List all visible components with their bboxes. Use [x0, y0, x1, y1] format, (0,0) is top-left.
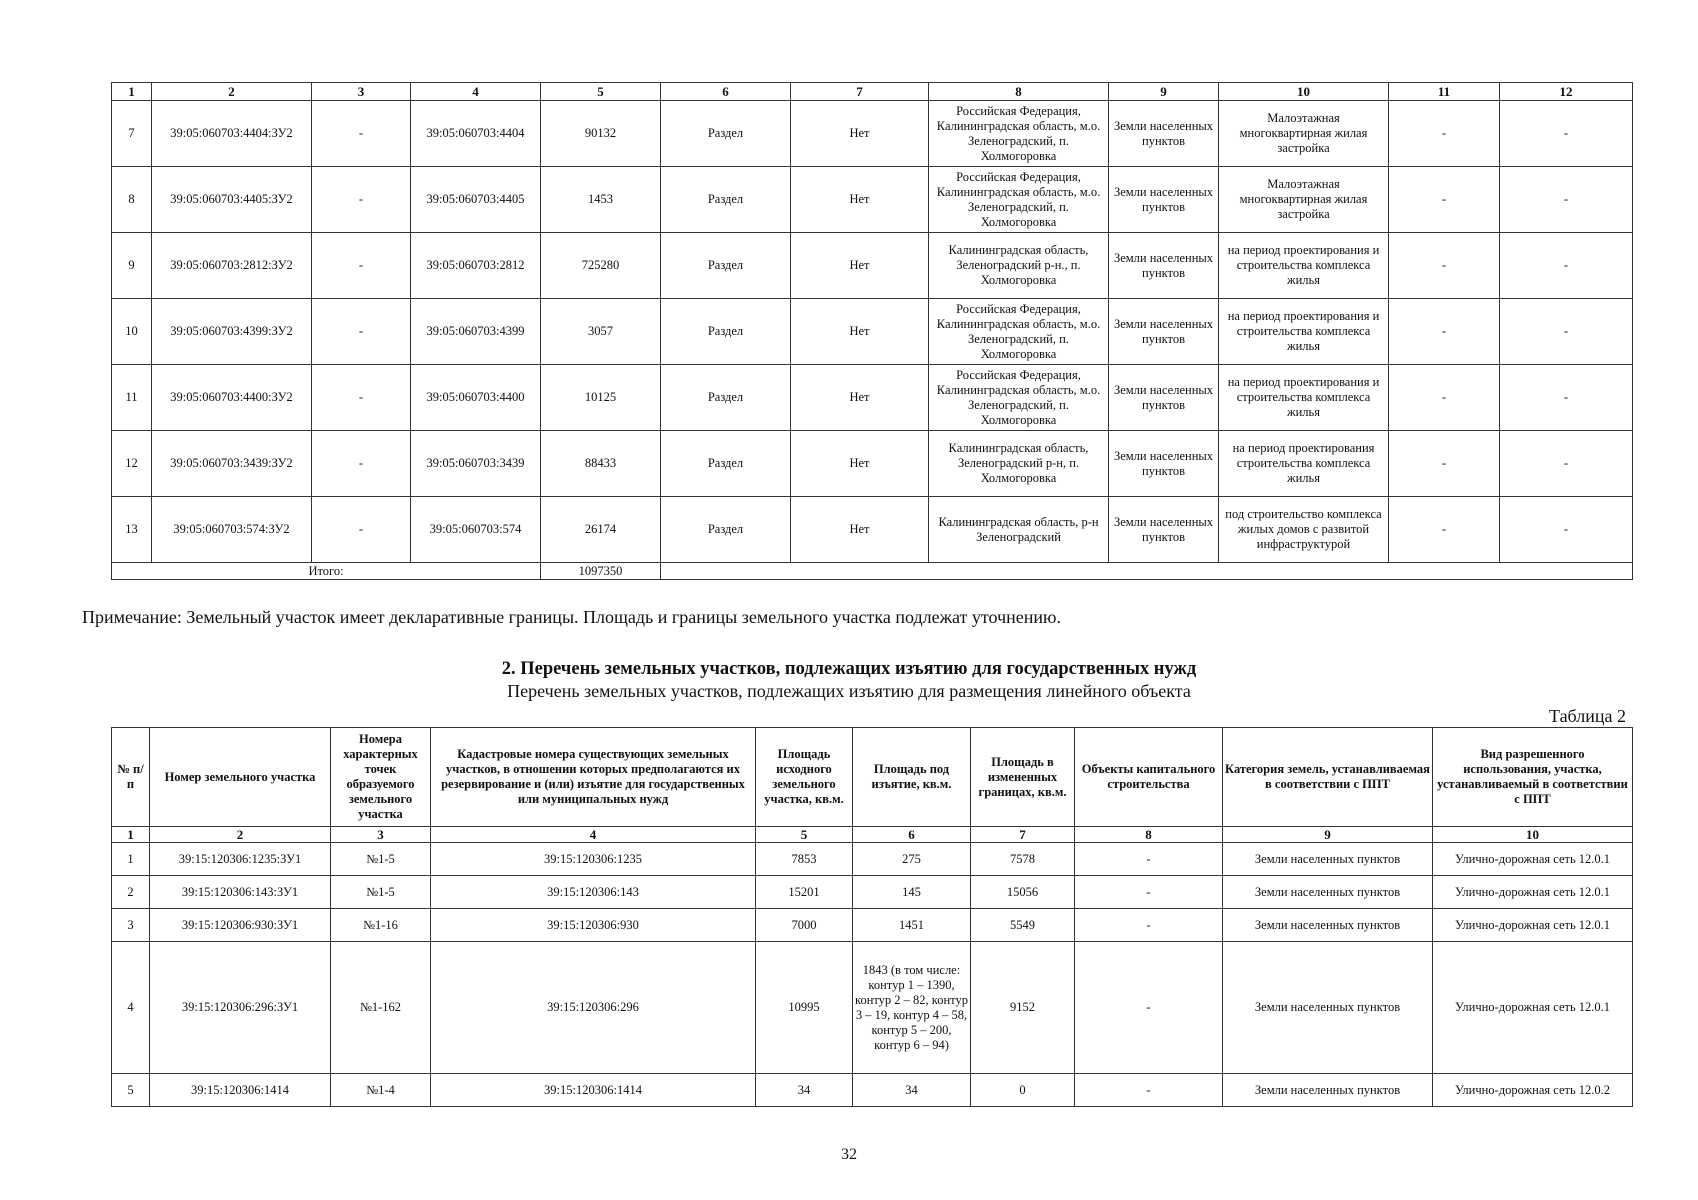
- column-number: 10: [1433, 827, 1633, 843]
- table-cell-use: Малоэтажная многоквартирная жилая застройка: [1219, 101, 1389, 167]
- table-cell-plot: 39:15:120306:930:ЗУ1: [150, 909, 331, 942]
- column-header: Кадастровые номера существующих земельных участков, в отношении которых предполагаются их резервирование и (или) изъятие для государственных или муниципальных нужд: [431, 728, 756, 827]
- table-cell-addr: Российская Федерация, Калининградская область, м.о. Зеленоградский, п. Холмогоровка: [929, 299, 1109, 365]
- table-cell-c12: -: [1500, 167, 1633, 233]
- table-cell-use: на период проектирования и строительства комплекса жилья: [1219, 233, 1389, 299]
- table-cell-plot: 39:15:120306:1414: [150, 1074, 331, 1107]
- table-cell-rest: 15056: [971, 876, 1075, 909]
- column-number: 6: [661, 83, 791, 101]
- table-cell-src: 7000: [756, 909, 853, 942]
- table-cell-pts: №1-5: [331, 843, 431, 876]
- table-cell-cad: 39:15:120306:930: [431, 909, 756, 942]
- table-cell-use: на период проектирования строительства комплекса жилья: [1219, 431, 1389, 497]
- table-cell-c3: -: [312, 365, 411, 431]
- table-cell-plot: 39:05:060703:4400:ЗУ2: [152, 365, 312, 431]
- table-cell-take: 1451: [853, 909, 971, 942]
- table-cell-cad: 39:15:120306:296: [431, 942, 756, 1074]
- column-header: Номер земельного участка: [150, 728, 331, 827]
- table-cell-src: 7853: [756, 843, 853, 876]
- table-cell-cad: 39:05:060703:4405: [411, 167, 541, 233]
- table-cell-cad: 39:05:060703:2812: [411, 233, 541, 299]
- column-number: 5: [756, 827, 853, 843]
- table-cell-cad: 39:15:120306:1235: [431, 843, 756, 876]
- table-row: [112, 942, 1633, 1074]
- table-cell-addr: Российская Федерация, Калининградская область, м.о. Зеленоградский, п. Холмогоровка: [929, 167, 1109, 233]
- land-plots-table-2: [111, 727, 1633, 1107]
- table-cell-obj: -: [1075, 843, 1223, 876]
- table-cell-n: 5: [112, 1074, 150, 1107]
- total-label: Итого:: [112, 563, 541, 580]
- column-number: 6: [853, 827, 971, 843]
- table-cell-cat: Земли населенных пунктов: [1223, 1074, 1433, 1107]
- table-cell-area: 3057: [541, 299, 661, 365]
- table-cell-c12: -: [1500, 233, 1633, 299]
- table-cell-use: Улично-дорожная сеть 12.0.1: [1433, 909, 1633, 942]
- column-number: 1: [112, 827, 150, 843]
- table-cell-c7: Нет: [791, 431, 929, 497]
- total-row: [112, 563, 1633, 580]
- table-cell-c3: -: [312, 431, 411, 497]
- table2-header-row: [112, 728, 1633, 827]
- table-cell-use: Малоэтажная многоквартирная жилая застройка: [1219, 167, 1389, 233]
- table-cell-addr: Калининградская область, Зеленоградский р-н., п. Холмогоровка: [929, 233, 1109, 299]
- section-subtitle: Перечень земельных участков, подлежащих изъятию для размещения линейного объекта: [507, 681, 1191, 701]
- table-cell-cat: Земли населенных пунктов: [1109, 497, 1219, 563]
- column-header: Объекты капитального строительства: [1075, 728, 1223, 827]
- table-cell-cat: Земли населенных пунктов: [1109, 431, 1219, 497]
- table-cell-rest: 9152: [971, 942, 1075, 1074]
- table-cell-c11: -: [1389, 497, 1500, 563]
- table-cell-cad: 39:05:060703:574: [411, 497, 541, 563]
- table-cell-use: Улично-дорожная сеть 12.0.1: [1433, 876, 1633, 909]
- table-cell-cat: Земли населенных пунктов: [1223, 843, 1433, 876]
- table-cell-c12: -: [1500, 365, 1633, 431]
- table-cell-plot: 39:15:120306:143:ЗУ1: [150, 876, 331, 909]
- table-cell-cat: Земли населенных пунктов: [1223, 876, 1433, 909]
- table-cell-c11: -: [1389, 167, 1500, 233]
- table-cell-use: Улично-дорожная сеть 12.0.1: [1433, 942, 1633, 1074]
- column-number: 4: [431, 827, 756, 843]
- table-cell-area: 1453: [541, 167, 661, 233]
- table-cell-use: Улично-дорожная сеть 12.0.2: [1433, 1074, 1633, 1107]
- table-cell-cat: Земли населенных пунктов: [1109, 299, 1219, 365]
- table-row: [112, 843, 1633, 876]
- table-cell-plot: 39:05:060703:574:ЗУ2: [152, 497, 312, 563]
- table-cell-area: 90132: [541, 101, 661, 167]
- table-cell-c12: -: [1500, 497, 1633, 563]
- table-cell-n: 10: [112, 299, 152, 365]
- table-cell-use: на период проектирования и строительства комплекса жилья: [1219, 299, 1389, 365]
- table-cell-n: 13: [112, 497, 152, 563]
- column-number: 1: [112, 83, 152, 101]
- table-cell-c7: Нет: [791, 365, 929, 431]
- table-cell-c3: -: [312, 497, 411, 563]
- table-cell-n: 9: [112, 233, 152, 299]
- table-cell-cat: Земли населенных пунктов: [1109, 233, 1219, 299]
- table-cell-src: 10995: [756, 942, 853, 1074]
- table-cell-take: 145: [853, 876, 971, 909]
- table-cell-op: Раздел: [661, 497, 791, 563]
- table-cell-n: 1: [112, 843, 150, 876]
- table-cell-c3: -: [312, 233, 411, 299]
- table-cell-pts: №1-16: [331, 909, 431, 942]
- column-number: 4: [411, 83, 541, 101]
- table-cell-n: 3: [112, 909, 150, 942]
- table-cell-area: 10125: [541, 365, 661, 431]
- table-cell-cat: Земли населенных пунктов: [1109, 101, 1219, 167]
- table-cell-c3: -: [312, 167, 411, 233]
- table-cell-use: на период проектирования и строительства комплекса жилья: [1219, 365, 1389, 431]
- table-cell-plot: 39:05:060703:4405:ЗУ2: [152, 167, 312, 233]
- table-row: [112, 431, 1633, 497]
- table-cell-cat: Земли населенных пунктов: [1223, 909, 1433, 942]
- table-cell-c7: Нет: [791, 101, 929, 167]
- table-cell-plot: 39:15:120306:1235:ЗУ1: [150, 843, 331, 876]
- table-cell-area: 725280: [541, 233, 661, 299]
- table-cell-cad: 39:15:120306:143: [431, 876, 756, 909]
- table-cell-rest: 0: [971, 1074, 1075, 1107]
- table-cell-n: 11: [112, 365, 152, 431]
- table-cell-plot: 39:15:120306:296:ЗУ1: [150, 942, 331, 1074]
- column-header: Номера характерных точек образуемого земельного участка: [331, 728, 431, 827]
- page-number: 32: [841, 1146, 857, 1163]
- table-row: [112, 876, 1633, 909]
- table-cell-plot: 39:05:060703:4399:ЗУ2: [152, 299, 312, 365]
- table1-column-numbers: [112, 83, 1633, 101]
- table-row: [112, 101, 1633, 167]
- table-cell-op: Раздел: [661, 233, 791, 299]
- table-cell-use: Улично-дорожная сеть 12.0.1: [1433, 843, 1633, 876]
- table-cell-c7: Нет: [791, 167, 929, 233]
- table-cell-addr: Российская Федерация, Калининградская область, м.о. Зеленоградский, п. Холмогоровка: [929, 101, 1109, 167]
- land-plots-table-1: [111, 82, 1633, 580]
- table-cell-n: 7: [112, 101, 152, 167]
- column-number: 5: [541, 83, 661, 101]
- table-row: [112, 167, 1633, 233]
- table-cell-rest: 7578: [971, 843, 1075, 876]
- table-cell-cat: Земли населенных пунктов: [1223, 942, 1433, 1074]
- table-cell-c3: -: [312, 101, 411, 167]
- table-cell-c12: -: [1500, 101, 1633, 167]
- table-cell-op: Раздел: [661, 431, 791, 497]
- table-row: [112, 497, 1633, 563]
- table2-column-numbers: [112, 827, 1633, 843]
- column-header: № п/п: [112, 728, 150, 827]
- column-number: 7: [971, 827, 1075, 843]
- table-cell-take: 1843 (в том числе: контур 1 – 1390, контур 2 – 82, контур 3 – 19, контур 4 – 58, контур 5 – 200, контур 6 – 94): [853, 942, 971, 1074]
- column-number: 7: [791, 83, 929, 101]
- table-cell-n: 2: [112, 876, 150, 909]
- table-cell-c11: -: [1389, 431, 1500, 497]
- table-cell-op: Раздел: [661, 167, 791, 233]
- table-cell-c11: -: [1389, 299, 1500, 365]
- table-cell-cad: 39:15:120306:1414: [431, 1074, 756, 1107]
- table-cell-c12: -: [1500, 299, 1633, 365]
- table-row: [112, 233, 1633, 299]
- table-cell-area: 26174: [541, 497, 661, 563]
- note-text: Примечание: Земельный участок имеет декларативные границы. Площадь и границы земельного участка подлежат уточнению.: [82, 607, 1061, 627]
- table-cell-take: 34: [853, 1074, 971, 1107]
- table-label: Таблица 2: [1549, 706, 1626, 726]
- table-cell-addr: Калининградская область, р-н Зеленоградский: [929, 497, 1109, 563]
- column-number: 3: [312, 83, 411, 101]
- table-cell-obj: -: [1075, 909, 1223, 942]
- table-cell-cad: 39:05:060703:4400: [411, 365, 541, 431]
- section-title: 2. Перечень земельных участков, подлежащих изъятию для государственных нужд: [501, 659, 1197, 679]
- table-cell-src: 15201: [756, 876, 853, 909]
- table-cell-cad: 39:05:060703:4399: [411, 299, 541, 365]
- column-header: Площадь исходного земельного участка, кв.м.: [756, 728, 853, 827]
- table-cell-area: 88433: [541, 431, 661, 497]
- table-cell-cad: 39:05:060703:4404: [411, 101, 541, 167]
- table-cell-obj: -: [1075, 876, 1223, 909]
- table-cell-pts: №1-5: [331, 876, 431, 909]
- table-cell-obj: -: [1075, 942, 1223, 1074]
- table-cell-rest: 5549: [971, 909, 1075, 942]
- column-number: 8: [1075, 827, 1223, 843]
- column-number: 9: [1109, 83, 1219, 101]
- table-row: [112, 299, 1633, 365]
- total-value: 1097350: [541, 563, 661, 580]
- table-cell-plot: 39:05:060703:3439:ЗУ2: [152, 431, 312, 497]
- table-cell-use: под строительство комплекса жилых домов с развитой инфраструктурой: [1219, 497, 1389, 563]
- column-number: 3: [331, 827, 431, 843]
- table-cell-op: Раздел: [661, 101, 791, 167]
- column-header: Вид разрешенного использования, участка, устанавливаемый в соответствии с ППТ: [1433, 728, 1633, 827]
- table-row: [112, 1074, 1633, 1107]
- table-cell-c11: -: [1389, 233, 1500, 299]
- column-number: 10: [1219, 83, 1389, 101]
- table-cell-cad: 39:05:060703:3439: [411, 431, 541, 497]
- table2-body: [112, 728, 1633, 1107]
- table-row: [112, 909, 1633, 942]
- table1-body: [112, 83, 1633, 580]
- table-cell-cat: Земли населенных пунктов: [1109, 365, 1219, 431]
- column-number: 11: [1389, 83, 1500, 101]
- table-cell-c12: -: [1500, 431, 1633, 497]
- total-empty-cell: [661, 563, 1633, 580]
- table-cell-op: Раздел: [661, 299, 791, 365]
- table-cell-n: 12: [112, 431, 152, 497]
- column-number: 2: [150, 827, 331, 843]
- table-cell-n: 8: [112, 167, 152, 233]
- table-cell-src: 34: [756, 1074, 853, 1107]
- column-header: Площадь под изъятие, кв.м.: [853, 728, 971, 827]
- table-cell-c7: Нет: [791, 299, 929, 365]
- column-header: Площадь в измененных границах, кв.м.: [971, 728, 1075, 827]
- table-cell-c3: -: [312, 299, 411, 365]
- table-cell-n: 4: [112, 942, 150, 1074]
- table-cell-op: Раздел: [661, 365, 791, 431]
- table-cell-obj: -: [1075, 1074, 1223, 1107]
- table-cell-addr: Российская Федерация, Калининградская область, м.о. Зеленоградский, п. Холмогоровка: [929, 365, 1109, 431]
- table-cell-c11: -: [1389, 101, 1500, 167]
- column-number: 12: [1500, 83, 1633, 101]
- table-cell-c7: Нет: [791, 233, 929, 299]
- table-cell-take: 275: [853, 843, 971, 876]
- table-cell-c7: Нет: [791, 497, 929, 563]
- table-cell-plot: 39:05:060703:4404:ЗУ2: [152, 101, 312, 167]
- column-number: 8: [929, 83, 1109, 101]
- table-cell-c11: -: [1389, 365, 1500, 431]
- column-number: 2: [152, 83, 312, 101]
- table-cell-plot: 39:05:060703:2812:ЗУ2: [152, 233, 312, 299]
- column-header: Категория земель, устанавливаемая в соответствии с ППТ: [1223, 728, 1433, 827]
- table-cell-cat: Земли населенных пунктов: [1109, 167, 1219, 233]
- table-cell-pts: №1-162: [331, 942, 431, 1074]
- table-row: [112, 365, 1633, 431]
- table-cell-pts: №1-4: [331, 1074, 431, 1107]
- table-cell-addr: Калининградская область, Зеленоградский р-н, п. Холмогоровка: [929, 431, 1109, 497]
- column-number: 9: [1223, 827, 1433, 843]
